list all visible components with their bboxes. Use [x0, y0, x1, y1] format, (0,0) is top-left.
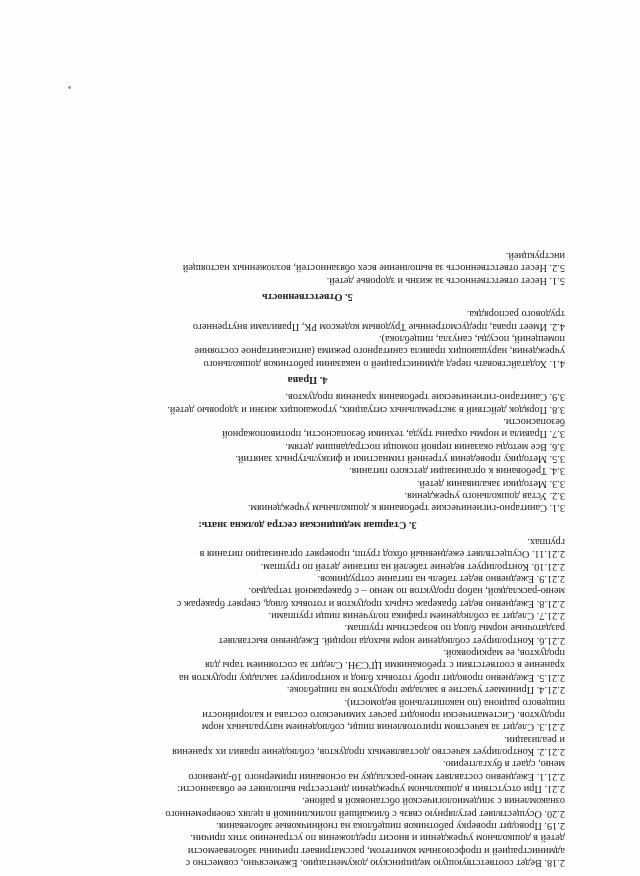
text-line: 5.1. Несет ответственность за жизнь и здоровье детей.: [326, 274, 565, 286]
text-line: 2.21.2. Контролирует качество доставляемых продуктов, соблюдение правил их хранения: [172, 745, 565, 757]
text-line: меню-раскладкой, набор продуктов по меню – с бракеражной тетрадью.: [248, 585, 565, 597]
text-line: 3.7. Правила и нормы охраны труда, техники безопасности, противопожарной: [222, 428, 565, 440]
text-line: трудового распорядка.: [466, 308, 565, 320]
text-line: и реализации.: [504, 733, 565, 745]
text-line: 3.1. Санитарно-гигиенические требования к дошкольным учреждениям.: [247, 502, 565, 514]
text-line: пищевого рациона (по накопительной ведомости).: [344, 696, 565, 708]
text-line: администрацией и профсоюзным комитетом, рассматривает причины заболеваемости: [187, 844, 565, 856]
text-line: учреждения, нарушающих правила санитарного режима (антисанитарное состояние: [194, 345, 565, 357]
text-line: хранение в соответствии с требованиями ЦГСЭН. Следит за состоянием тары для: [204, 659, 565, 671]
text-line: безопасности.: [503, 415, 565, 427]
text-line: 2.21. При отсутствии в дошкольном учреждении диетсестры выполняет ее обязанности:: [177, 782, 565, 794]
text-line: 2.21.3. Следит за качеством приготовления пищи, соблюдением натуральных норм: [201, 721, 565, 733]
text-line: 5.2. Несет ответственность за выполнение всех обязанностей, возложенных настоящей: [182, 262, 565, 274]
text-line: 3.8. Порядок действий в экстремальных ситуациях, угрожающих жизни и здоровью детей.: [167, 403, 565, 415]
section-4-heading: 4. Права: [287, 373, 328, 385]
text-line: группах.: [527, 536, 565, 548]
text-line: 4.2. Имеет права, предусмотренные Трудовым кодексом РК, Правилами внутреннего: [192, 320, 565, 332]
text-line: 3.5. Методику проведения утренней гимнастики и физкультурных занятий.: [235, 453, 565, 464]
text-line: 3.6. Все методы оказания первой помощи пострадавшим детям.: [285, 440, 565, 452]
text-line: 2.21.7. Следит за соблюдением графика получения пищи группами.: [268, 610, 565, 622]
text-line: 2.21.8. Ежедневно ведет бракераж сырых продуктов и готовых блюд, сверяет бракераж с: [176, 597, 565, 609]
section-5-heading: 5. Ответственность: [262, 290, 353, 302]
text-line: 2.21.9. Ежедневно ведет табель на питание сотрудников.: [317, 573, 565, 585]
text-line: 2.18. Ведет соответствующую медицинскую документацию. Ежемесячно, совместно с: [185, 857, 565, 868]
text-line: ознакомления с эпидемиологической обстановкой в районе.: [302, 795, 565, 807]
text-line: 2.21.4. Принимает участие в закладке продуктов на пищеблоке.: [286, 684, 565, 696]
text-line: помещений, посуды, санузла, пищеблока).: [379, 332, 565, 344]
section-3-heading: 3. Старшая медицинская сестра должна знать:: [198, 518, 417, 530]
text-line: меню, сдает в бухгалтерию.: [442, 758, 565, 770]
text-line: 4.1. Ходатайствовать перед администрацией о наказании работников дошкольного: [203, 357, 565, 369]
text-line: 3.9. Санитарно-гигиенические требования хранения продуктов.: [285, 391, 565, 403]
text-line: 2.21.6. Контролирует соблюдение норм выхода порций. Ежедневно выставляет: [218, 634, 565, 646]
text-line: 3.3. Методики закаливания детей.: [416, 477, 565, 489]
text-line: 2.21.5. Ежедневно проводит пробу готовых блюд и контролирует закладку продуктов на: [178, 671, 565, 683]
text-line: 2.21.1. Ежедневно составляет меню-раскладку на основании примерного 10-дневного: [188, 770, 565, 782]
section-5-list: [50, 249, 565, 286]
text-line: инструкцией.: [505, 249, 565, 261]
text-line: продуктов. Систематически проводит расчет химического состава и калорийности: [202, 708, 565, 720]
document-content: [50, 249, 565, 869]
scan-smudge-mark: [68, 86, 71, 89]
text-line: 2.20. Осуществляет регулярную связь с ближайшей поликлиникой в целях своевременного: [165, 807, 565, 819]
text-line: 2.19. Проводит проверку работников пищеблока на гнойничковые заболевания.: [216, 819, 565, 831]
text-line: 2.21.11. Осуществляет ежедневный обход групп, проверяет организацию питания в: [199, 548, 565, 560]
text-line: раздаточные нормы блюд по возрастным группам.: [344, 622, 565, 634]
text-line: продуктов, ее маркировкой.: [443, 647, 565, 659]
section-2-continuation: [50, 535, 565, 868]
text-line: 3.4. Требования к организации детского питания.: [349, 465, 565, 477]
text-line: 3.2. Устав дошкольного учреждения.: [404, 490, 565, 502]
section-4-list: [50, 307, 565, 369]
text-line: 2.21.10. Контролирует ведение табелей на питание детей по группам.: [260, 560, 565, 572]
text-line: детей в дошкольном учреждении и вносит предложения по устранению этих причин.: [190, 832, 565, 844]
section-3-list: [50, 390, 565, 513]
